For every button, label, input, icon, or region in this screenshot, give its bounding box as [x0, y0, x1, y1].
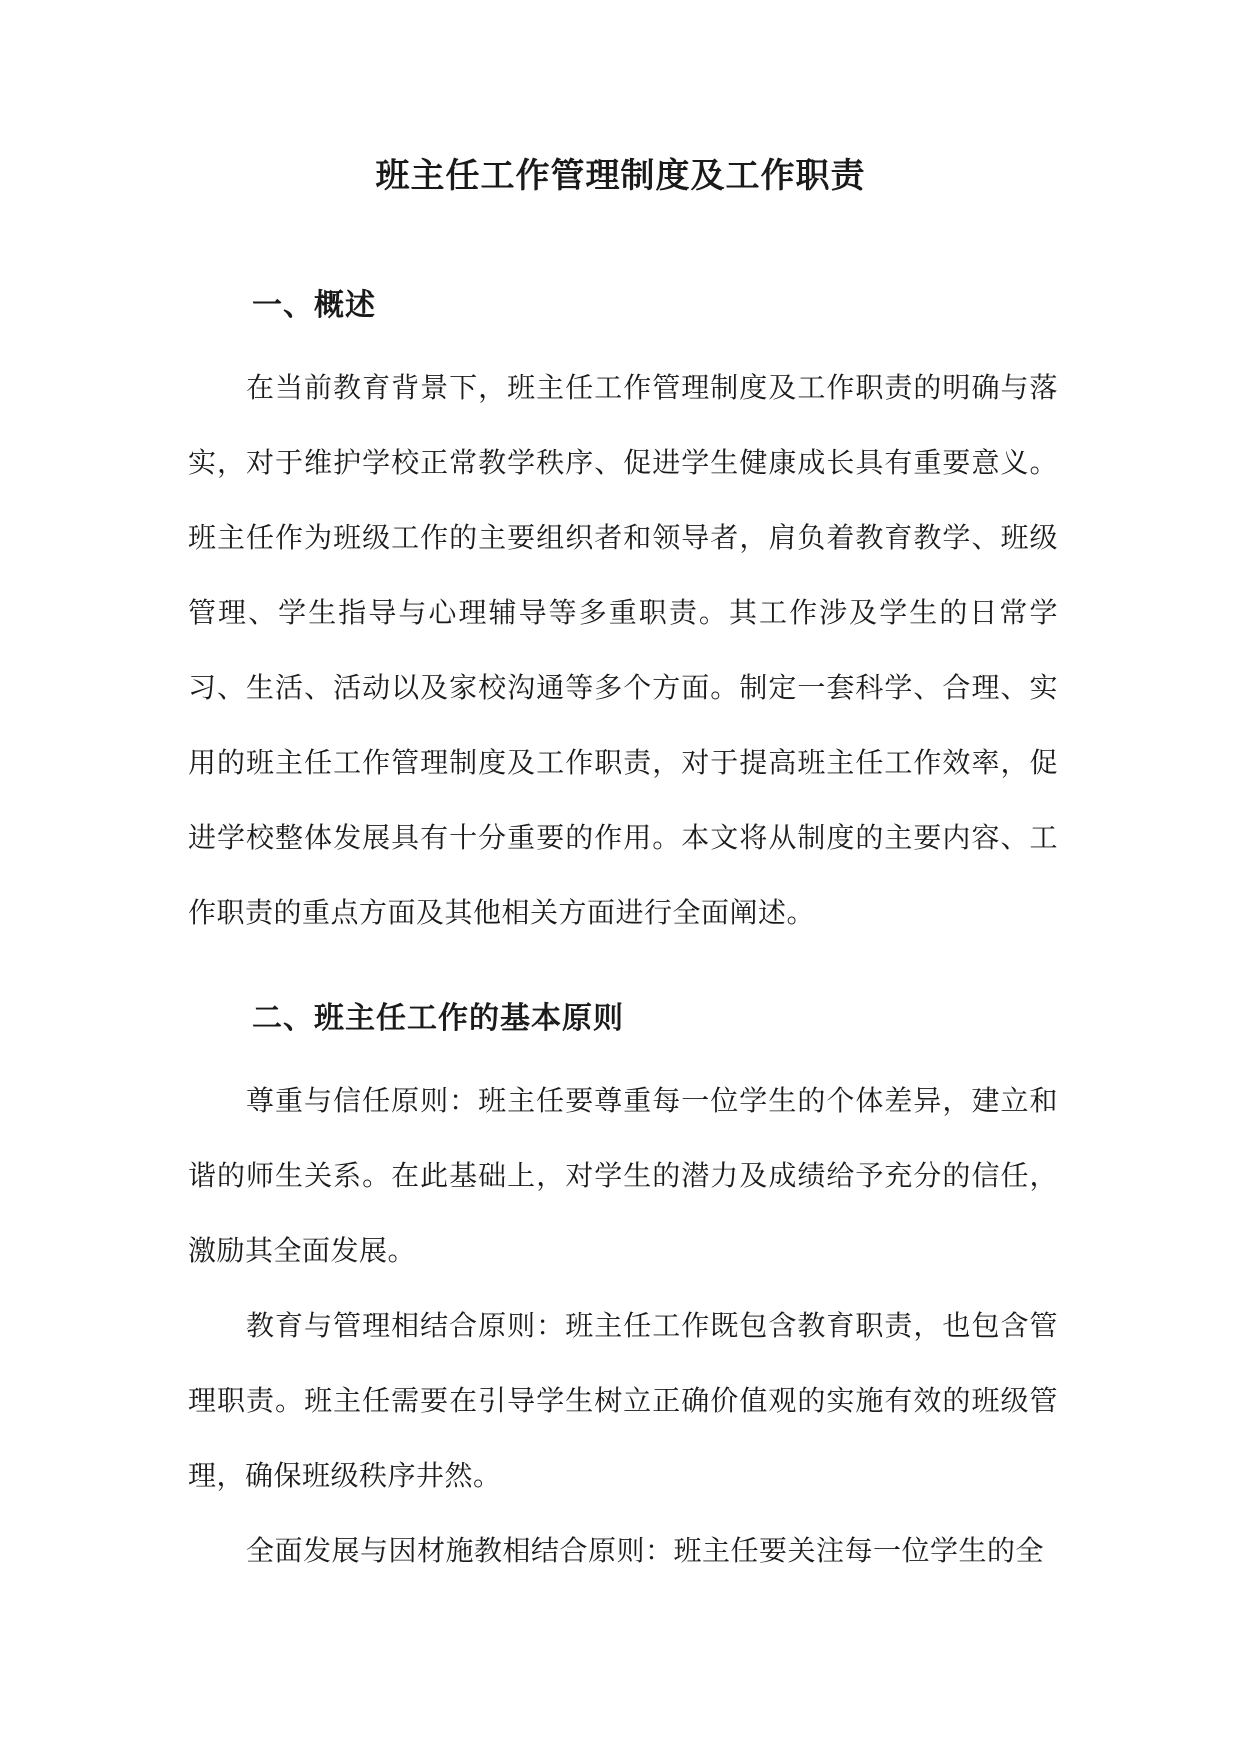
section-heading-overview: 一、概述	[252, 288, 376, 323]
document-title: 班主任工作管理制度及工作职责	[375, 156, 866, 196]
principle-paragraph-education-management: 教育与管理相结合原则：班主任工作既包含教育职责，也包含管理职责。班主任需要在引导学生树立正确价值观的实施有效的班级管理，确保班级秩序井然。	[188, 1309, 1058, 1492]
principle-paragraph-all-round-development: 全面发展与因材施教相结合原则：班主任要关注每一位学生的全	[246, 1534, 1045, 1567]
overview-paragraph: 在当前教育背景下，班主任工作管理制度及工作职责的明确与落实，对于维护学校正常教学秩序、促进学生健康成长具有重要意义。班主任作为班级工作的主要组织者和领导者，肩负着教育教学、班级管理、学生指导与心理辅导等多重职责。其工作涉及学生的日常学习、生活、活动以及家校沟通等多个方面。制定一套科学、合理、实用的班主任工作管理制度及工作职责，对于提高班主任工作效率，促进学校整体发展具有十分重要的作用。本文将从制度的主要内容、工作职责的重点方面及其他相关方面进行全面阐述。	[188, 371, 1058, 929]
principle-paragraph-respect-trust: 尊重与信任原则：班主任要尊重每一位学生的个体差异，建立和谐的师生关系。在此基础上，对学生的潜力及成绩给予充分的信任，激励其全面发展。	[188, 1084, 1058, 1267]
section-heading-principles: 二、班主任工作的基本原则	[252, 1001, 624, 1036]
